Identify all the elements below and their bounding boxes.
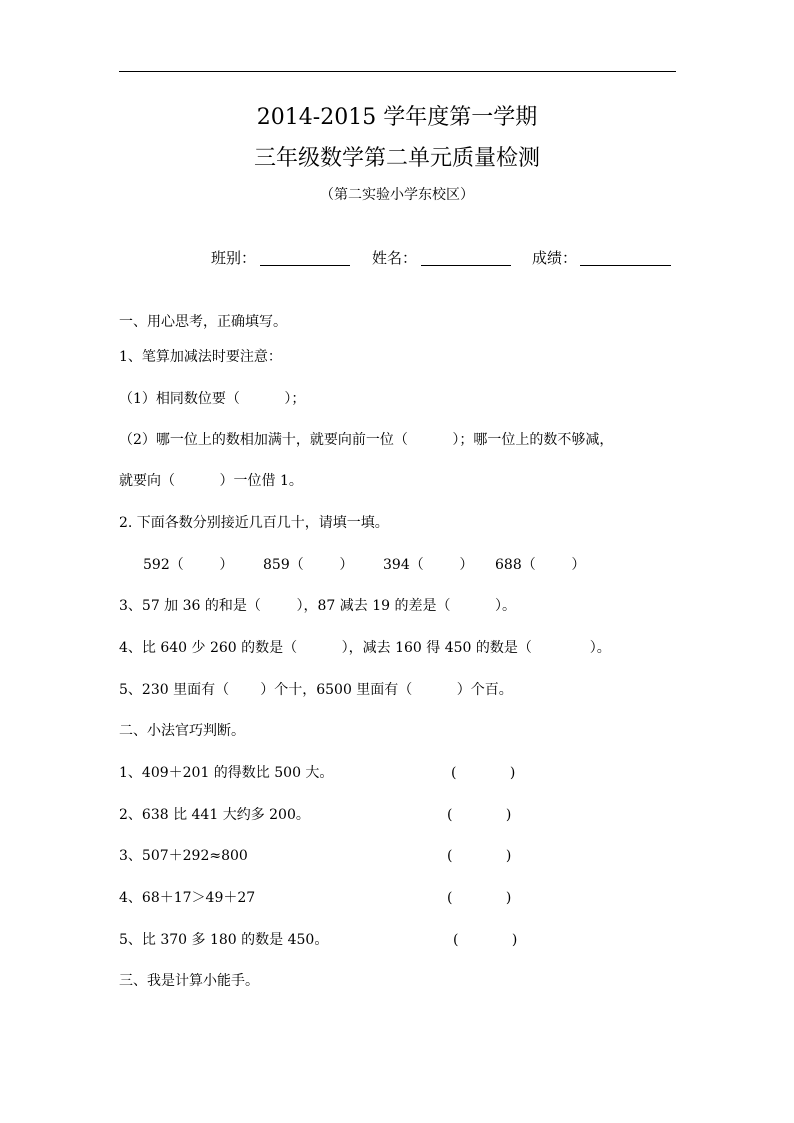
- q2-item-592: 592（ ）: [143, 557, 234, 573]
- title-exam-name: 三年级数学第二单元质量检测: [253, 146, 540, 171]
- q5-text: 5、230 里面有（ ）个十，6500 里面有（ ）个百。: [119, 682, 513, 698]
- judge-answer-3[interactable]: ( ): [447, 848, 512, 864]
- q3-text: 3、57 加 36 的和是（ ），87 减去 19 的差是（ ）。: [119, 598, 516, 614]
- name-label: 姓名：: [372, 249, 418, 267]
- name-blank[interactable]: [421, 265, 511, 266]
- judge-item-1: 1、409＋201 的得数比 500 大。: [119, 765, 334, 781]
- class-blank[interactable]: [260, 265, 350, 266]
- section2-heading: 二、小法官巧判断。: [119, 723, 245, 739]
- q4-text: 4、比 640 少 260 的数是（ ），减去 160 得 450 的数是（ ）。: [119, 640, 611, 656]
- class-label: 班别：: [211, 249, 257, 267]
- header-rule: [119, 71, 676, 72]
- judge-item-3: 3、507＋292≈800: [119, 848, 248, 864]
- q1-sub2-line2: 就要向（ ）一位借 1。: [119, 473, 303, 489]
- judge-item-5: 5、比 370 多 180 的数是 450。: [119, 932, 329, 948]
- judge-answer-1[interactable]: ( ): [451, 765, 516, 781]
- judge-item-4: 4、68＋17＞49＋27: [119, 890, 256, 906]
- q1-sub2-line1: （2）哪一位上的数相加满十，就要向前一位（ ）；哪一位上的数不够减，: [119, 432, 614, 448]
- q2-text: 2. 下面各数分别接近几百几十，请填一填。: [119, 515, 389, 531]
- subtitle-school: （第二实验小学东校区）: [320, 187, 474, 203]
- q2-item-859: 859（ ）: [263, 557, 354, 573]
- judge-answer-5[interactable]: ( ): [453, 932, 518, 948]
- section3-heading: 三、我是计算小能手。: [119, 973, 259, 989]
- q2-item-688: 688（ ）: [495, 557, 586, 573]
- score-label: 成绩：: [532, 249, 578, 267]
- title-school-year: 2014-2015 学年度第一学期: [256, 105, 538, 130]
- judge-answer-4[interactable]: ( ): [447, 890, 512, 906]
- score-blank[interactable]: [580, 265, 671, 266]
- section1-heading: 一、用心思考，正确填写。: [119, 314, 287, 330]
- q1-sub1: （1）相同数位要（ ）；: [119, 391, 306, 407]
- q1-text: 1、笔算加减法时要注意：: [119, 349, 282, 365]
- q2-item-394: 394（ ）: [383, 557, 474, 573]
- judge-answer-2[interactable]: ( ): [447, 807, 512, 823]
- judge-item-2: 2、638 比 441 大约多 200。: [119, 807, 310, 823]
